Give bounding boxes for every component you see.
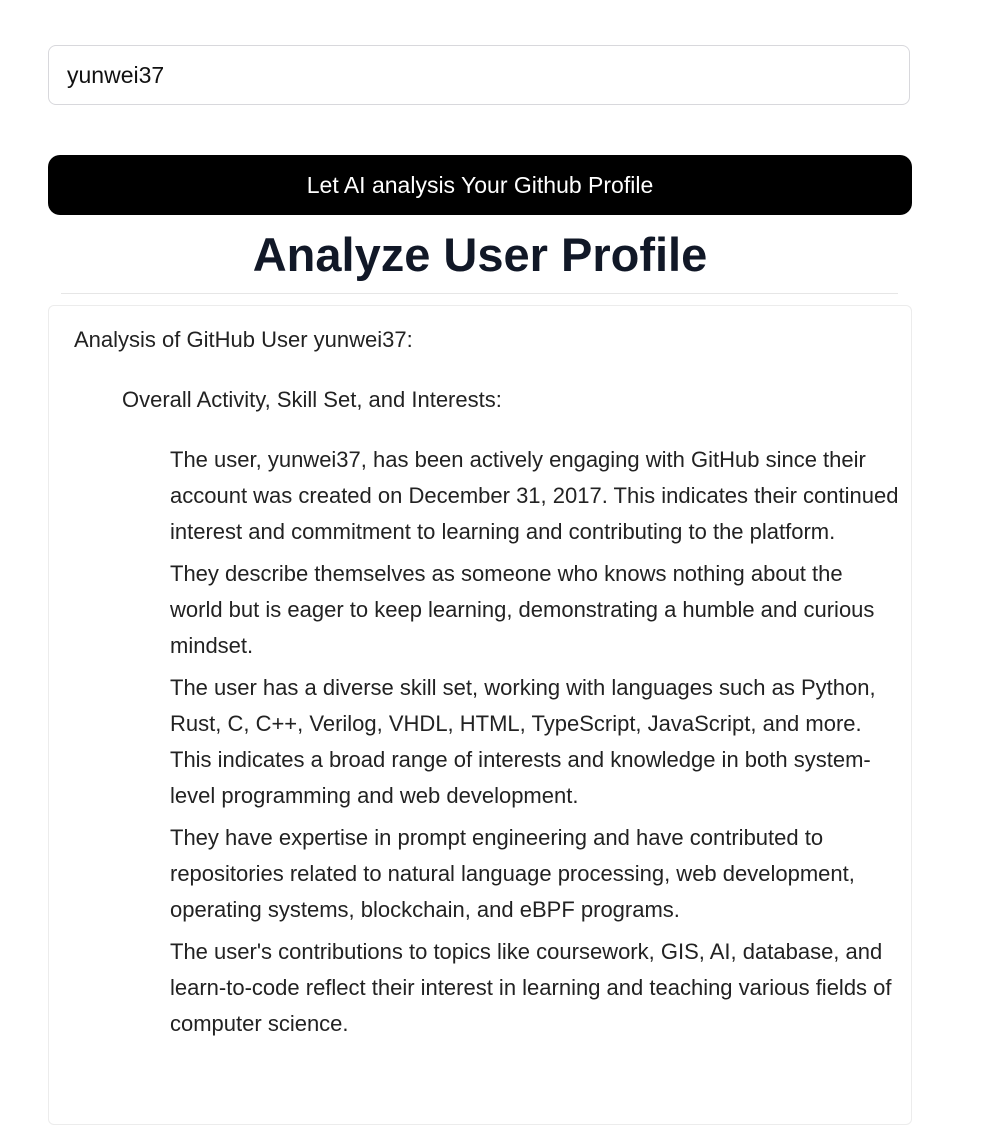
analysis-paragraph: They have expertise in prompt engineering and have contributed to repositories related to natural language processing, web development, operating systems, blockchain, and eBPF programs. <box>170 825 855 922</box>
analyze-profile-button[interactable]: Let AI analysis Your Github Profile <box>48 155 912 215</box>
analysis-result-card <box>48 305 912 1125</box>
analysis-paragraph: They describe themselves as someone who knows nothing about the world but is eager to keep learning, demonstrating a humble and curious mindset. <box>170 561 875 658</box>
analysis-paragraph: The user has a diverse skill set, working with languages such as Python, Rust, C, C++, Verilog, VHDL, HTML, TypeScript, JavaScript, and more. This indicates a broad range of interests and knowledge in both system-level programming and web development. <box>170 675 876 808</box>
divider <box>61 293 898 294</box>
github-username-input[interactable]: yunwei37 <box>48 45 910 105</box>
analysis-paragraphs <box>170 442 900 1048</box>
page-title: Analyze User Profile <box>252 228 708 281</box>
analysis-paragraph: The user, yunwei37, has been actively engaging with GitHub since their account was created on December 31, 2017. This indicates their continued interest and commitment to learning and contributing to the platform. <box>170 447 899 544</box>
analysis-paragraph: The user's contributions to topics like coursework, GIS, AI, database, and learn-to-code reflect their interest in learning and teaching various fields of computer science. <box>170 939 892 1036</box>
analysis-subheading: Overall Activity, Skill Set, and Interests: <box>122 387 502 412</box>
analysis-heading: Analysis of GitHub User yunwei37: <box>74 327 413 352</box>
